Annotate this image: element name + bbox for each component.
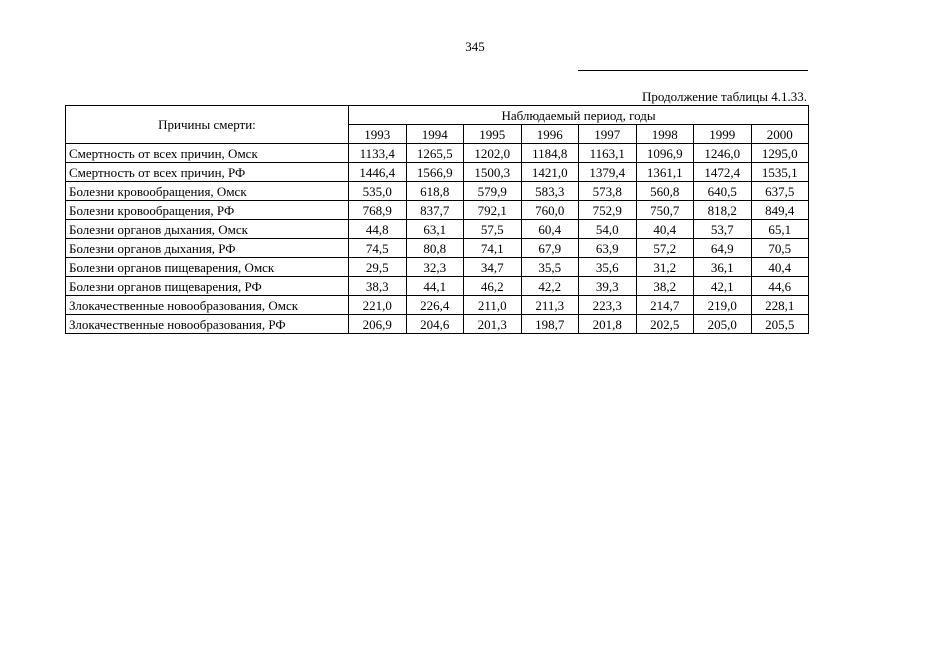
value-cell: 63,1 [406,220,464,239]
value-cell: 1361,1 [636,163,694,182]
value-cell: 752,9 [579,201,637,220]
value-cell: 42,2 [521,277,579,296]
value-cell: 1421,0 [521,163,579,182]
value-cell: 818,2 [694,201,752,220]
value-cell: 583,3 [521,182,579,201]
value-cell: 792,1 [464,201,522,220]
value-cell: 67,9 [521,239,579,258]
cause-cell: Болезни органов дыхания, РФ [66,239,349,258]
table-row [66,182,809,201]
value-cell: 1184,8 [521,144,579,163]
value-cell: 32,3 [406,258,464,277]
value-cell: 849,4 [751,201,809,220]
value-cell: 29,5 [349,258,407,277]
table-row [66,258,809,277]
value-cell: 63,9 [579,239,637,258]
value-cell: 35,6 [579,258,637,277]
cause-cell: Болезни органов дыхания, Омск [66,220,349,239]
value-cell: 204,6 [406,315,464,334]
value-cell: 750,7 [636,201,694,220]
value-cell: 211,0 [464,296,522,315]
year-header-1996: 1996 [521,125,579,144]
year-header-1999: 1999 [694,125,752,144]
value-cell: 837,7 [406,201,464,220]
value-cell: 201,3 [464,315,522,334]
value-cell: 618,8 [406,182,464,201]
period-column-header: Наблюдаемый период, годы [349,106,809,125]
value-cell: 1096,9 [636,144,694,163]
table-row [66,315,809,334]
value-cell: 40,4 [636,220,694,239]
value-cell: 573,8 [579,182,637,201]
table-header-row [66,106,809,125]
value-cell: 1446,4 [349,163,407,182]
value-cell: 1500,3 [464,163,522,182]
cause-cell: Смертность от всех причин, Омск [66,144,349,163]
value-cell: 65,1 [751,220,809,239]
cause-cell: Злокачественные новообразования, Омск [66,296,349,315]
value-cell: 535,0 [349,182,407,201]
value-cell: 1379,4 [579,163,637,182]
table-row [66,220,809,239]
value-cell: 35,5 [521,258,579,277]
cause-cell: Болезни кровообращения, Омск [66,182,349,201]
value-cell: 44,1 [406,277,464,296]
value-cell: 198,7 [521,315,579,334]
value-cell: 57,5 [464,220,522,239]
value-cell: 560,8 [636,182,694,201]
value-cell: 228,1 [751,296,809,315]
value-cell: 221,0 [349,296,407,315]
value-cell: 42,1 [694,277,752,296]
year-header-1993: 1993 [349,125,407,144]
value-cell: 637,5 [751,182,809,201]
table-row [66,296,809,315]
value-cell: 54,0 [579,220,637,239]
value-cell: 202,5 [636,315,694,334]
value-cell: 211,3 [521,296,579,315]
value-cell: 44,8 [349,220,407,239]
value-cell: 1202,0 [464,144,522,163]
value-cell: 205,0 [694,315,752,334]
cause-cell: Болезни органов пищеварения, РФ [66,277,349,296]
value-cell: 1265,5 [406,144,464,163]
value-cell: 219,0 [694,296,752,315]
value-cell: 579,9 [464,182,522,201]
value-cell: 80,8 [406,239,464,258]
page-number: 345 [465,39,485,54]
value-cell: 74,5 [349,239,407,258]
value-cell: 223,3 [579,296,637,315]
value-cell: 53,7 [694,220,752,239]
value-cell: 1472,4 [694,163,752,182]
value-cell: 57,2 [636,239,694,258]
value-cell: 1295,0 [751,144,809,163]
value-cell: 1566,9 [406,163,464,182]
table-body [66,144,809,334]
header-rule [578,70,808,71]
value-cell: 640,5 [694,182,752,201]
value-cell: 74,1 [464,239,522,258]
value-cell: 34,7 [464,258,522,277]
value-cell: 70,5 [751,239,809,258]
value-cell: 39,3 [579,277,637,296]
value-cell: 46,2 [464,277,522,296]
value-cell: 206,9 [349,315,407,334]
table-continuation-caption: Продолжение таблицы 4.1.33. [642,89,807,104]
value-cell: 60,4 [521,220,579,239]
cause-column-header: Причины смерти: [66,106,349,144]
year-header-1994: 1994 [406,125,464,144]
value-cell: 1133,4 [349,144,407,163]
year-header-1997: 1997 [579,125,637,144]
table-row [66,163,809,182]
value-cell: 1246,0 [694,144,752,163]
table-header [66,106,809,144]
table-row [66,239,809,258]
value-cell: 214,7 [636,296,694,315]
value-cell: 1535,1 [751,163,809,182]
year-header-2000: 2000 [751,125,809,144]
year-header-1998: 1998 [636,125,694,144]
cause-cell: Злокачественные новообразования, РФ [66,315,349,334]
cause-cell: Болезни органов пищеварения, Омск [66,258,349,277]
table-row [66,277,809,296]
value-cell: 1163,1 [579,144,637,163]
value-cell: 760,0 [521,201,579,220]
value-cell: 64,9 [694,239,752,258]
cause-cell: Болезни кровообращения, РФ [66,201,349,220]
value-cell: 38,3 [349,277,407,296]
cause-cell: Смертность от всех причин, РФ [66,163,349,182]
value-cell: 44,6 [751,277,809,296]
value-cell: 205,5 [751,315,809,334]
table-row [66,201,809,220]
value-cell: 38,2 [636,277,694,296]
table-row [66,144,809,163]
year-header-1995: 1995 [464,125,522,144]
value-cell: 36,1 [694,258,752,277]
value-cell: 31,2 [636,258,694,277]
mortality-table [65,105,809,334]
value-cell: 40,4 [751,258,809,277]
value-cell: 201,8 [579,315,637,334]
value-cell: 226,4 [406,296,464,315]
value-cell: 768,9 [349,201,407,220]
